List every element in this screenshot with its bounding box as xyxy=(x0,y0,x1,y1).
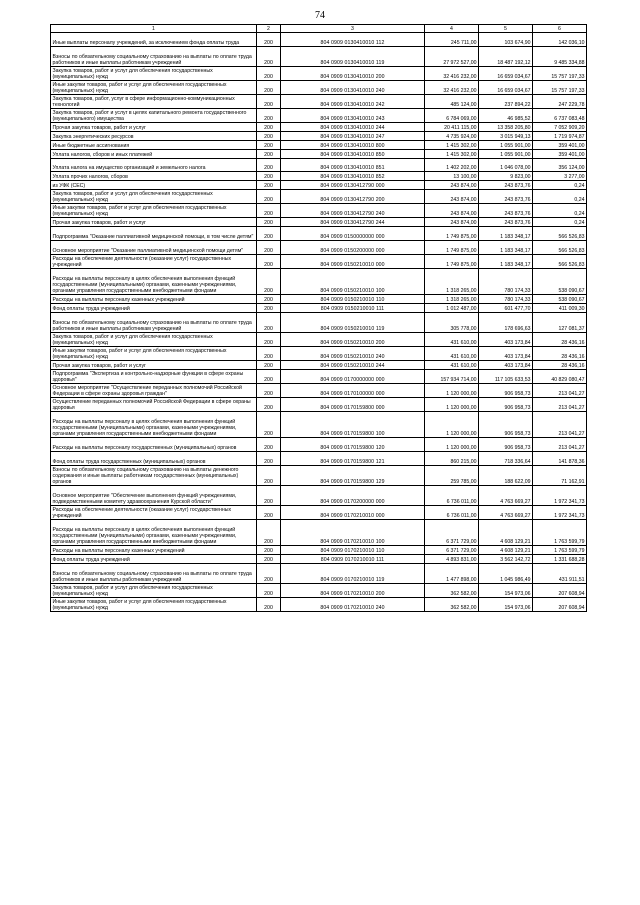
row-planned-amount-cell: 362 582,00 xyxy=(425,598,479,612)
row-remaining-amount-cell: 411 009,30 xyxy=(533,304,587,313)
row-remaining-amount-cell: 0,24 xyxy=(533,181,587,190)
row-classification-code-cell: 804 0909 0130410010 244 xyxy=(281,122,425,131)
row-planned-amount-cell: 157 934 714,00 xyxy=(425,370,479,384)
row-ved-code-cell: 200 xyxy=(257,66,281,80)
row-executed-amount-cell: 18 487 192,12 xyxy=(479,46,533,66)
row-classification-code-cell: 804 0909 0130410010 851 xyxy=(281,158,425,172)
row-classification-code-cell: 804 0909 0130412790 240 xyxy=(281,204,425,218)
row-executed-amount-cell: 4 608 129,21 xyxy=(479,519,533,545)
row-ved-code-cell: 200 xyxy=(257,584,281,598)
row-planned-amount-cell: 6 736 011,00 xyxy=(425,485,479,505)
table-row xyxy=(51,122,587,131)
row-name-cell: из УФК (СЕС) xyxy=(51,181,257,190)
row-planned-amount-cell: 6 371 729,00 xyxy=(425,546,479,555)
table-row xyxy=(51,347,587,361)
table-row xyxy=(51,519,587,545)
row-planned-amount-cell: 32 416 232,00 xyxy=(425,66,479,80)
row-classification-code-cell: 804 0909 0170210010 240 xyxy=(281,598,425,612)
table-row xyxy=(51,451,587,465)
row-planned-amount-cell: 243 874,00 xyxy=(425,204,479,218)
column-number-3: 3 xyxy=(281,25,425,33)
row-remaining-amount-cell: 1 331 688,28 xyxy=(533,555,587,564)
row-executed-amount-cell: 1 183 348,17 xyxy=(479,227,533,241)
row-executed-amount-cell: 3 562 142,72 xyxy=(479,555,533,564)
row-remaining-amount-cell: 538 090,67 xyxy=(533,268,587,294)
row-ved-code-cell: 200 xyxy=(257,158,281,172)
table-row xyxy=(51,227,587,241)
row-classification-code-cell: 804 0909 0170159800 000 xyxy=(281,397,425,411)
row-executed-amount-cell: 403 173,84 xyxy=(479,361,533,370)
table-row xyxy=(51,564,587,584)
row-name-cell: Закупка товаров, работ и услуг в целях капитального ремонта государственного (муниципального) имущества xyxy=(51,108,257,122)
row-classification-code-cell: 804 0909 0170210010 100 xyxy=(281,519,425,545)
row-remaining-amount-cell: 28 436,16 xyxy=(533,333,587,347)
row-classification-code-cell: 804 0909 0150210010 119 xyxy=(281,313,425,333)
row-executed-amount-cell: 906 958,73 xyxy=(479,383,533,397)
table-row xyxy=(51,295,587,304)
row-executed-amount-cell: 4 608 129,21 xyxy=(479,546,533,555)
row-name-cell: Уплата прочих налогов, сборов xyxy=(51,172,257,181)
row-remaining-amount-cell: 142 036,10 xyxy=(533,33,587,47)
row-planned-amount-cell: 1 402 202,00 xyxy=(425,158,479,172)
table-row xyxy=(51,181,587,190)
row-classification-code-cell: 804 0909 0150000000 000 xyxy=(281,227,425,241)
row-planned-amount-cell: 6 371 729,00 xyxy=(425,519,479,545)
row-name-cell: Расходы на обеспечение деятельности (оказание услуг) государственных учреждений xyxy=(51,506,257,520)
row-ved-code-cell: 200 xyxy=(257,172,281,181)
table-row xyxy=(51,66,587,80)
row-classification-code-cell: 804 0909 0170159800 121 xyxy=(281,451,425,465)
row-name-cell: Закупка энергетических ресурсов xyxy=(51,131,257,140)
row-ved-code-cell: 200 xyxy=(257,108,281,122)
row-remaining-amount-cell: 0,24 xyxy=(533,204,587,218)
row-executed-amount-cell: 178 696,63 xyxy=(479,313,533,333)
table-row xyxy=(51,313,587,333)
row-planned-amount-cell: 6 784 069,00 xyxy=(425,108,479,122)
row-ved-code-cell: 200 xyxy=(257,204,281,218)
row-executed-amount-cell: 1 046 078,00 xyxy=(479,158,533,172)
table-row xyxy=(51,190,587,204)
row-remaining-amount-cell: 71 162,91 xyxy=(533,465,587,485)
row-ved-code-cell: 200 xyxy=(257,397,281,411)
row-name-cell: Расходы на выплаты персоналу казенных учреждений xyxy=(51,295,257,304)
row-remaining-amount-cell: 359 401,00 xyxy=(533,140,587,149)
row-classification-code-cell: 804 0909 0150210010 000 xyxy=(281,255,425,269)
row-planned-amount-cell: 485 124,00 xyxy=(425,94,479,108)
row-ved-code-cell: 200 xyxy=(257,361,281,370)
row-executed-amount-cell: 403 173,84 xyxy=(479,347,533,361)
row-remaining-amount-cell: 247 229,78 xyxy=(533,94,587,108)
row-executed-amount-cell: 3 015 949,13 xyxy=(479,131,533,140)
table-row xyxy=(51,241,587,255)
row-remaining-amount-cell: 566 526,83 xyxy=(533,227,587,241)
row-name-cell: Иные бюджетные ассигнования xyxy=(51,140,257,149)
table-row xyxy=(51,465,587,485)
table-row xyxy=(51,140,587,149)
table-row xyxy=(51,268,587,294)
table-row xyxy=(51,131,587,140)
table-row xyxy=(51,33,587,47)
row-name-cell: Иные закупки товаров, работ и услуг для обеспечения государственных (муниципальных) нужд xyxy=(51,347,257,361)
row-remaining-amount-cell: 15 757 197,33 xyxy=(533,66,587,80)
table-body xyxy=(51,25,587,612)
row-ved-code-cell: 200 xyxy=(257,255,281,269)
row-ved-code-cell: 200 xyxy=(257,555,281,564)
row-name-cell: Расходы на выплаты персоналу в целях обеспечения выполнения функций государственными (муниципальными) органами, казенными учреждениями, органами управления государственными внебюджетными фондами xyxy=(51,268,257,294)
row-name-cell: Расходы на выплаты персоналу государственных (муниципальных) органов xyxy=(51,438,257,452)
row-remaining-amount-cell: 213 041,27 xyxy=(533,383,587,397)
row-planned-amount-cell: 362 582,00 xyxy=(425,584,479,598)
table-row xyxy=(51,370,587,384)
row-remaining-amount-cell: 0,24 xyxy=(533,190,587,204)
row-planned-amount-cell: 1 120 000,00 xyxy=(425,438,479,452)
row-executed-amount-cell: 906 958,73 xyxy=(479,438,533,452)
row-classification-code-cell: 804 0909 0130410010 240 xyxy=(281,80,425,94)
row-planned-amount-cell: 6 736 011,00 xyxy=(425,506,479,520)
row-name-cell: Иные закупки товаров, работ и услуг для обеспечения государственных (муниципальных) нужд xyxy=(51,598,257,612)
row-executed-amount-cell: 1 055 901,00 xyxy=(479,140,533,149)
row-planned-amount-cell: 1 749 875,00 xyxy=(425,255,479,269)
row-executed-amount-cell: 4 763 669,27 xyxy=(479,506,533,520)
row-classification-code-cell: 804 0909 0170210010 110 xyxy=(281,546,425,555)
row-remaining-amount-cell: 538 090,67 xyxy=(533,295,587,304)
row-classification-code-cell: 804 0909 0170210010 111 xyxy=(281,555,425,564)
row-classification-code-cell: 804 0909 0150210010 111 xyxy=(281,304,425,313)
table-row xyxy=(51,584,587,598)
row-name-cell: Подпрограмма "Экспертиза и контрольно-надзорные функции в сфере охраны здоровья" xyxy=(51,370,257,384)
table-row xyxy=(51,149,587,158)
row-ved-code-cell: 200 xyxy=(257,268,281,294)
row-executed-amount-cell: 780 174,33 xyxy=(479,295,533,304)
row-remaining-amount-cell: 40 829 080,47 xyxy=(533,370,587,384)
row-planned-amount-cell: 1 120 000,00 xyxy=(425,411,479,437)
row-planned-amount-cell: 243 874,00 xyxy=(425,181,479,190)
table-row xyxy=(51,485,587,505)
row-planned-amount-cell: 1 415 302,00 xyxy=(425,140,479,149)
table-row xyxy=(51,80,587,94)
row-remaining-amount-cell: 207 608,94 xyxy=(533,598,587,612)
row-name-cell: Основное мероприятие "Осуществление переданных полномочий Российской Федерации в сфере охраны здоровья граждан" xyxy=(51,383,257,397)
row-ved-code-cell: 200 xyxy=(257,411,281,437)
table-row xyxy=(51,218,587,227)
row-planned-amount-cell: 1 477 898,00 xyxy=(425,564,479,584)
table-row xyxy=(51,438,587,452)
row-classification-code-cell: 804 0909 0170100000 000 xyxy=(281,383,425,397)
row-classification-code-cell: 804 0909 0150210010 244 xyxy=(281,361,425,370)
row-executed-amount-cell: 103 674,90 xyxy=(479,33,533,47)
table-row xyxy=(51,172,587,181)
row-classification-code-cell: 804 0909 0170200000 000 xyxy=(281,485,425,505)
row-remaining-amount-cell: 1 972 341,73 xyxy=(533,485,587,505)
row-ved-code-cell: 200 xyxy=(257,465,281,485)
row-remaining-amount-cell: 566 526,83 xyxy=(533,241,587,255)
row-name-cell: Осуществление переданных полномочий Российской Федерации в сфере охраны здоровья xyxy=(51,397,257,411)
row-ved-code-cell: 200 xyxy=(257,519,281,545)
row-planned-amount-cell: 1 120 000,00 xyxy=(425,383,479,397)
table-row xyxy=(51,204,587,218)
column-number-2: 2 xyxy=(257,25,281,33)
row-remaining-amount-cell: 431 911,51 xyxy=(533,564,587,584)
row-executed-amount-cell: 1 183 348,17 xyxy=(479,241,533,255)
row-planned-amount-cell: 431 610,00 xyxy=(425,347,479,361)
row-classification-code-cell: 804 0909 0130410010 112 xyxy=(281,33,425,47)
row-remaining-amount-cell: 6 737 083,48 xyxy=(533,108,587,122)
row-executed-amount-cell: 243 873,76 xyxy=(479,204,533,218)
row-name-cell: Фонд оплаты труда государственных (муниципальных) органов xyxy=(51,451,257,465)
row-remaining-amount-cell: 213 041,27 xyxy=(533,438,587,452)
row-classification-code-cell: 804 0909 0130410010 200 xyxy=(281,66,425,80)
row-name-cell: Расходы на выплаты персоналу казенных учреждений xyxy=(51,546,257,555)
row-remaining-amount-cell: 3 277,00 xyxy=(533,172,587,181)
row-ved-code-cell: 200 xyxy=(257,313,281,333)
row-remaining-amount-cell: 566 526,83 xyxy=(533,255,587,269)
row-name-cell: Взносы по обязательному социальному страхованию на выплаты по оплате труда работников и иные выплаты работникам учреждений xyxy=(51,564,257,584)
row-name-cell: Закупка товаров, работ и услуг для обеспечения государственных (муниципальных) нужд xyxy=(51,66,257,80)
row-ved-code-cell: 200 xyxy=(257,295,281,304)
row-planned-amount-cell: 27 972 527,00 xyxy=(425,46,479,66)
row-planned-amount-cell: 243 874,00 xyxy=(425,190,479,204)
row-name-cell: Закупка товаров, работ и услуг для обеспечения государственных (муниципальных) нужд xyxy=(51,584,257,598)
row-executed-amount-cell: 243 873,76 xyxy=(479,181,533,190)
row-name-cell: Иные закупки товаров, работ и услуг для обеспечения государственных (муниципальных) нужд xyxy=(51,80,257,94)
row-remaining-amount-cell: 359 401,00 xyxy=(533,149,587,158)
row-classification-code-cell: 804 0909 0170000000 000 xyxy=(281,370,425,384)
row-executed-amount-cell: 46 985,52 xyxy=(479,108,533,122)
row-ved-code-cell: 200 xyxy=(257,451,281,465)
row-ved-code-cell: 200 xyxy=(257,347,281,361)
row-ved-code-cell: 200 xyxy=(257,438,281,452)
row-ved-code-cell: 200 xyxy=(257,333,281,347)
row-planned-amount-cell: 13 100,00 xyxy=(425,172,479,181)
row-name-cell: Иные выплаты персоналу учреждений, за исключением фонда оплаты труда xyxy=(51,33,257,47)
row-name-cell: Прочая закупка товаров, работ и услуг xyxy=(51,218,257,227)
table-row xyxy=(51,383,587,397)
budget-execution-table xyxy=(50,24,587,612)
table-row xyxy=(51,94,587,108)
row-planned-amount-cell: 32 416 232,00 xyxy=(425,80,479,94)
row-planned-amount-cell: 1 318 265,00 xyxy=(425,268,479,294)
row-name-cell: Уплата налога на имущество организаций и земельного налога xyxy=(51,158,257,172)
row-planned-amount-cell: 1 749 875,00 xyxy=(425,227,479,241)
row-executed-amount-cell: 780 174,33 xyxy=(479,268,533,294)
row-planned-amount-cell: 431 610,00 xyxy=(425,333,479,347)
row-name-cell: Уплата налогов, сборов и иных платежей xyxy=(51,149,257,158)
row-planned-amount-cell: 431 610,00 xyxy=(425,361,479,370)
row-ved-code-cell: 200 xyxy=(257,190,281,204)
row-name-cell: Взносы по обязательному социальному страхованию на выплаты по оплате труда работников и иные выплаты работникам учреждений xyxy=(51,313,257,333)
row-planned-amount-cell: 1 012 487,00 xyxy=(425,304,479,313)
table-row xyxy=(51,546,587,555)
row-name-cell: Прочая закупка товаров, работ и услуг xyxy=(51,122,257,131)
row-classification-code-cell: 804 0909 0130410010 247 xyxy=(281,131,425,140)
row-ved-code-cell: 200 xyxy=(257,485,281,505)
row-classification-code-cell: 804 0909 0130410010 242 xyxy=(281,94,425,108)
row-remaining-amount-cell: 213 041,27 xyxy=(533,397,587,411)
column-number-5: 5 xyxy=(479,25,533,33)
row-classification-code-cell: 804 0909 0170159800 120 xyxy=(281,438,425,452)
row-classification-code-cell: 804 0909 0130412790 000 xyxy=(281,181,425,190)
row-planned-amount-cell: 245 711,00 xyxy=(425,33,479,47)
row-executed-amount-cell: 601 477,70 xyxy=(479,304,533,313)
row-planned-amount-cell: 1 120 000,00 xyxy=(425,397,479,411)
row-planned-amount-cell: 1 749 875,00 xyxy=(425,241,479,255)
row-executed-amount-cell: 154 973,06 xyxy=(479,598,533,612)
row-remaining-amount-cell: 127 081,37 xyxy=(533,313,587,333)
row-ved-code-cell: 200 xyxy=(257,506,281,520)
row-name-cell: Расходы на выплаты персоналу в целях обеспечения выполнения функций государственными (муниципальными) органами, казенными учреждениями, органами управления государственными внебюджетными фондами xyxy=(51,519,257,545)
row-classification-code-cell: 804 0909 0150210010 110 xyxy=(281,295,425,304)
row-remaining-amount-cell: 7 052 909,20 xyxy=(533,122,587,131)
row-ved-code-cell: 200 xyxy=(257,598,281,612)
row-name-cell: Фонд оплаты труда учреждений xyxy=(51,555,257,564)
row-ved-code-cell: 200 xyxy=(257,383,281,397)
row-name-cell: Закупка товаров, работ, услуг в сфере информационно-коммуникационных технологий xyxy=(51,94,257,108)
page-number: 74 xyxy=(315,10,325,21)
row-classification-code-cell: 804 0909 0170159800 100 xyxy=(281,411,425,437)
row-classification-code-cell: 804 0909 0130412790 200 xyxy=(281,190,425,204)
row-remaining-amount-cell: 0,24 xyxy=(533,218,587,227)
table-row xyxy=(51,46,587,66)
row-classification-code-cell: 804 0909 0170159800 129 xyxy=(281,465,425,485)
row-ved-code-cell: 200 xyxy=(257,181,281,190)
row-classification-code-cell: 804 0909 0130410010 119 xyxy=(281,46,425,66)
row-executed-amount-cell: 243 873,76 xyxy=(479,190,533,204)
row-ved-code-cell: 200 xyxy=(257,370,281,384)
row-executed-amount-cell: 188 622,09 xyxy=(479,465,533,485)
row-remaining-amount-cell: 1 719 974,87 xyxy=(533,131,587,140)
table-row xyxy=(51,158,587,172)
row-ved-code-cell: 200 xyxy=(257,140,281,149)
row-remaining-amount-cell: 28 436,16 xyxy=(533,361,587,370)
row-remaining-amount-cell: 15 757 197,33 xyxy=(533,80,587,94)
table-row xyxy=(51,333,587,347)
row-classification-code-cell: 804 0909 0150200000 000 xyxy=(281,241,425,255)
row-name-cell: Взносы по обязательному социальному страхованию на выплаты денежного содержания и иные выплаты работникам государственных (муниципальных) органов xyxy=(51,465,257,485)
table-row xyxy=(51,361,587,370)
row-ved-code-cell: 200 xyxy=(257,80,281,94)
row-name-cell: Подпрограмма "Оказание паллиативной медицинской помощи, в том числе детям" xyxy=(51,227,257,241)
row-executed-amount-cell: 9 823,00 xyxy=(479,172,533,181)
column-number-1: 1 xyxy=(51,25,257,33)
row-planned-amount-cell: 20 411 115,00 xyxy=(425,122,479,131)
row-name-cell: Закупка товаров, работ и услуг для обеспечения государственных (муниципальных) нужд xyxy=(51,190,257,204)
row-ved-code-cell: 200 xyxy=(257,94,281,108)
row-ved-code-cell: 200 xyxy=(257,33,281,47)
table-row xyxy=(51,255,587,269)
row-remaining-amount-cell: 1 972 341,73 xyxy=(533,506,587,520)
table-row xyxy=(51,598,587,612)
row-remaining-amount-cell: 356 124,00 xyxy=(533,158,587,172)
row-executed-amount-cell: 4 763 669,27 xyxy=(479,485,533,505)
row-ved-code-cell: 200 xyxy=(257,149,281,158)
row-classification-code-cell: 804 0909 0170210010 000 xyxy=(281,506,425,520)
row-executed-amount-cell: 237 894,22 xyxy=(479,94,533,108)
row-remaining-amount-cell: 1 763 599,79 xyxy=(533,519,587,545)
row-name-cell: Основное мероприятие "Обеспечение выполнения функций учреждениями, подведомственными комитету здравоохранения Курской области" xyxy=(51,485,257,505)
row-ved-code-cell: 200 xyxy=(257,122,281,131)
table-row xyxy=(51,411,587,437)
row-planned-amount-cell: 243 874,00 xyxy=(425,218,479,227)
row-remaining-amount-cell: 207 608,94 xyxy=(533,584,587,598)
row-executed-amount-cell: 16 659 034,67 xyxy=(479,66,533,80)
row-classification-code-cell: 804 0909 0150210010 100 xyxy=(281,268,425,294)
row-planned-amount-cell: 305 778,00 xyxy=(425,313,479,333)
row-ved-code-cell: 200 xyxy=(257,218,281,227)
row-remaining-amount-cell: 1 763 599,79 xyxy=(533,546,587,555)
table-row xyxy=(51,506,587,520)
row-planned-amount-cell: 4 893 831,00 xyxy=(425,555,479,564)
row-executed-amount-cell: 154 973,06 xyxy=(479,584,533,598)
column-number-header-row xyxy=(51,25,587,33)
row-ved-code-cell: 200 xyxy=(257,564,281,584)
row-name-cell: Основное мероприятие "Оказание паллиативной медицинской помощи детям" xyxy=(51,241,257,255)
row-ved-code-cell: 200 xyxy=(257,46,281,66)
row-classification-code-cell: 804 0909 0170210010 200 xyxy=(281,584,425,598)
row-name-cell: Иные закупки товаров, работ и услуг для обеспечения государственных (муниципальных) нужд xyxy=(51,204,257,218)
row-name-cell: Взносы по обязательному социальному страхованию на выплаты по оплате труда работников и иные выплаты работникам учреждений xyxy=(51,46,257,66)
row-executed-amount-cell: 243 873,76 xyxy=(479,218,533,227)
row-name-cell: Расходы на обеспечение деятельности (оказание услуг) государственных учреждений xyxy=(51,255,257,269)
table-row xyxy=(51,555,587,564)
column-number-4: 4 xyxy=(425,25,479,33)
row-planned-amount-cell: 1 318 265,00 xyxy=(425,295,479,304)
row-executed-amount-cell: 906 958,73 xyxy=(479,397,533,411)
row-ved-code-cell: 200 xyxy=(257,546,281,555)
row-ved-code-cell: 200 xyxy=(257,131,281,140)
row-planned-amount-cell: 860 215,00 xyxy=(425,451,479,465)
row-remaining-amount-cell: 9 485 334,88 xyxy=(533,46,587,66)
row-name-cell: Прочая закупка товаров, работ и услуг xyxy=(51,361,257,370)
row-remaining-amount-cell: 141 878,36 xyxy=(533,451,587,465)
row-remaining-amount-cell: 213 041,27 xyxy=(533,411,587,437)
row-executed-amount-cell: 718 336,64 xyxy=(479,451,533,465)
row-executed-amount-cell: 1 045 986,49 xyxy=(479,564,533,584)
row-classification-code-cell: 804 0909 0130410010 852 xyxy=(281,172,425,181)
row-executed-amount-cell: 1 183 348,17 xyxy=(479,255,533,269)
row-executed-amount-cell: 1 055 901,00 xyxy=(479,149,533,158)
row-classification-code-cell: 804 0909 0130410010 850 xyxy=(281,149,425,158)
row-remaining-amount-cell: 28 436,16 xyxy=(533,347,587,361)
row-executed-amount-cell: 13 358 205,80 xyxy=(479,122,533,131)
table-row xyxy=(51,397,587,411)
row-ved-code-cell: 200 xyxy=(257,304,281,313)
row-classification-code-cell: 804 0909 0150210010 200 xyxy=(281,333,425,347)
table-row xyxy=(51,108,587,122)
row-classification-code-cell: 804 0909 0150210010 240 xyxy=(281,347,425,361)
row-name-cell: Расходы на выплаты персоналу в целях обеспечения выполнения функций государственными (муниципальными) органами, казенными учреждениями, органами управления государственными внебюджетными фондами xyxy=(51,411,257,437)
row-executed-amount-cell: 403 173,84 xyxy=(479,333,533,347)
row-planned-amount-cell: 1 415 302,00 xyxy=(425,149,479,158)
column-number-6: 6 xyxy=(533,25,587,33)
row-executed-amount-cell: 906 958,73 xyxy=(479,411,533,437)
row-classification-code-cell: 804 0909 0130410010 243 xyxy=(281,108,425,122)
row-executed-amount-cell: 16 659 034,67 xyxy=(479,80,533,94)
row-ved-code-cell: 200 xyxy=(257,227,281,241)
row-classification-code-cell: 804 0909 0130412790 244 xyxy=(281,218,425,227)
row-classification-code-cell: 804 0909 0130410010 800 xyxy=(281,140,425,149)
table-row xyxy=(51,304,587,313)
row-planned-amount-cell: 259 785,00 xyxy=(425,465,479,485)
row-ved-code-cell: 200 xyxy=(257,241,281,255)
row-executed-amount-cell: 117 105 633,53 xyxy=(479,370,533,384)
row-name-cell: Фонд оплаты труда учреждений xyxy=(51,304,257,313)
row-name-cell: Закупка товаров, работ и услуг для обеспечения государственных (муниципальных) нужд xyxy=(51,333,257,347)
row-classification-code-cell: 804 0909 0170210010 119 xyxy=(281,564,425,584)
row-planned-amount-cell: 4 735 924,00 xyxy=(425,131,479,140)
